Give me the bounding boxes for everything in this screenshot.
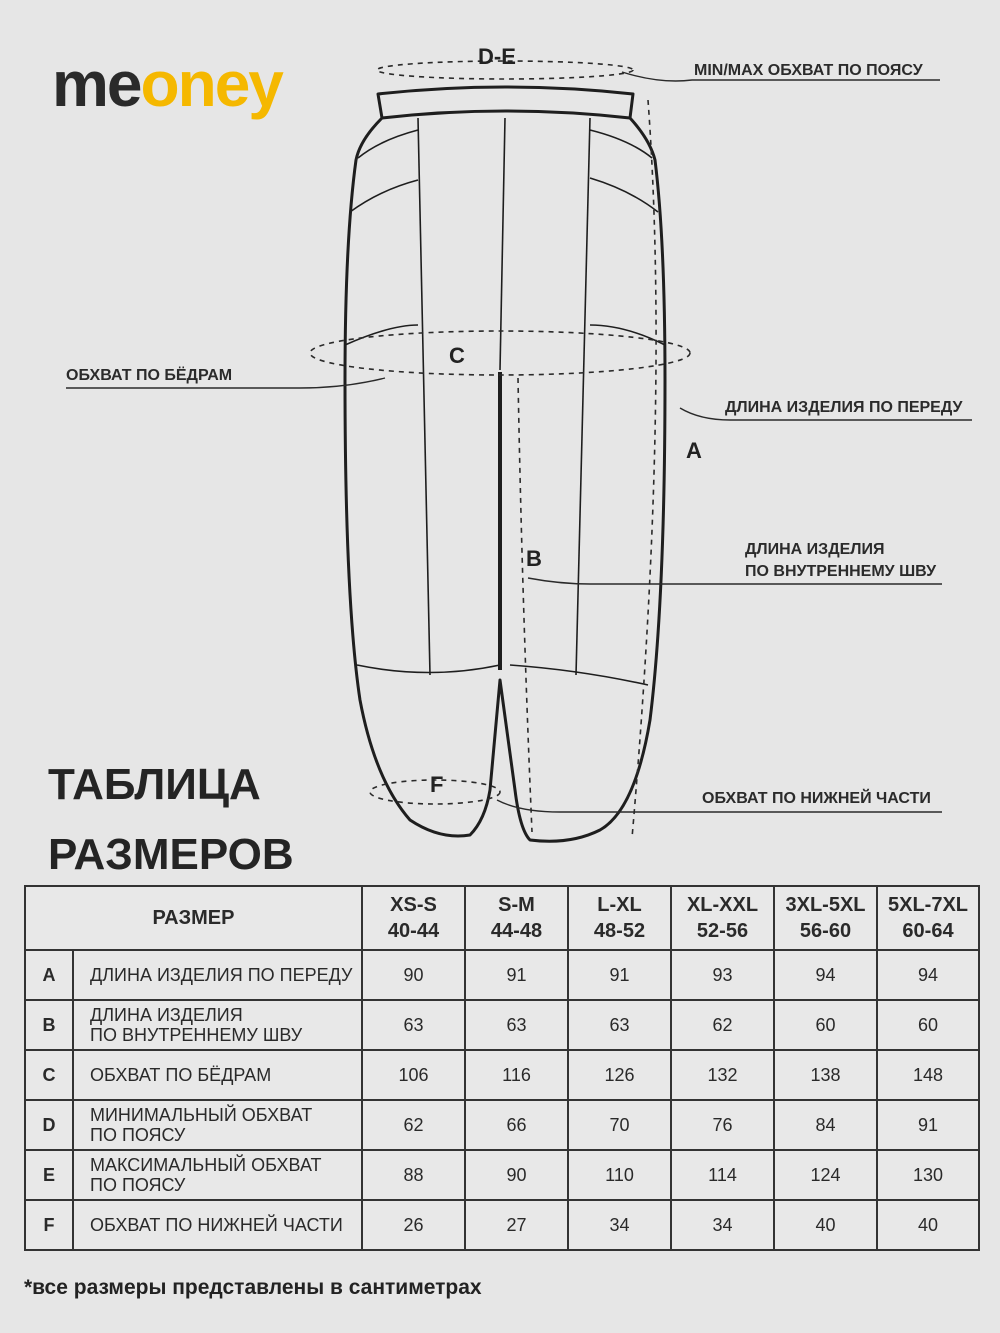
size-col-header [568,886,671,950]
row-description [73,1200,362,1250]
title-line2: РАЗМЕРОВ [48,830,294,879]
table-cell: 70 [568,1100,671,1150]
left-hip-panel [345,325,418,345]
row-desc-line1: ДЛИНА ИЗДЕЛИЯ [90,1005,243,1025]
table-cell: 26 [362,1200,465,1250]
page-title [48,750,294,890]
label-b: B [526,546,542,571]
table-cell: 63 [465,1000,568,1050]
row-desc-line1: ДЛИНА ИЗДЕЛИЯ ПО ПЕРЕДУ [90,965,353,985]
left-yoke [350,180,418,212]
table-cell: 116 [465,1050,568,1100]
callout-waist: MIN/MAX ОБХВАТ ПО ПОЯСУ [694,62,923,79]
table-header-row [25,886,979,950]
size-range: 44-48 [490,920,543,942]
row-letter: F [25,1200,73,1250]
table-cell: 60 [877,1000,979,1050]
size-name: L-XL [597,894,642,916]
label-de: D-E [478,44,516,69]
row-letter: D [25,1100,73,1150]
row-desc-line1: МАКСИМАЛЬНЫЙ ОБХВАТ [90,1155,322,1175]
row-description [73,950,362,1000]
callout-inseam [745,539,936,583]
row-description [73,1100,362,1150]
title-line1: ТАБЛИЦА [48,760,261,809]
left-front-seam [418,118,430,675]
table-cell: 88 [362,1150,465,1200]
table-cell: 90 [465,1150,568,1200]
row-desc-line2: ПО ПОЯСУ [90,1125,186,1145]
table-cell: 138 [774,1050,877,1100]
callout-hips: ОБХВАТ ПО БЁДРАМ [66,367,233,384]
table-cell: 110 [568,1150,671,1200]
table-cell: 91 [877,1100,979,1150]
size-name: XS-S [390,894,437,916]
table-cell: 84 [774,1100,877,1150]
size-table [24,885,980,1251]
size-range: 56-60 [799,920,852,942]
left-knee-seam [357,665,500,673]
table-cell: 76 [671,1100,774,1150]
size-col-header [465,886,568,950]
waistband [378,87,633,118]
table-cell: 91 [568,950,671,1000]
front-length-measure [632,100,656,838]
table-cell: 62 [671,1000,774,1050]
row-description [73,1050,362,1100]
table-cell: 34 [671,1200,774,1250]
row-desc-line1: МИНИМАЛЬНЫЙ ОБХВАТ [90,1105,313,1125]
table-cell: 91 [465,950,568,1000]
size-range: 52-56 [696,920,749,942]
table-cell: 130 [877,1150,979,1200]
table-cell: 132 [671,1050,774,1100]
table-cell: 34 [568,1200,671,1250]
table-cell: 40 [877,1200,979,1250]
table-cell: 94 [877,950,979,1000]
row-description [73,1150,362,1200]
row-desc-line2: ПО ПОЯСУ [90,1175,186,1195]
table-cell: 94 [774,950,877,1000]
table-cell: 27 [465,1200,568,1250]
footnote: *все размеры представлены в сантиметрах [24,1276,482,1299]
size-header-label: РАЗМЕР [25,886,362,950]
inseam-measure [518,378,532,832]
row-desc-line2: ПО ВНУТРЕННЕМУ ШВУ [90,1025,303,1045]
label-c: C [449,343,465,368]
table-cell: 126 [568,1050,671,1100]
table-row [25,1100,979,1150]
table-cell: 66 [465,1100,568,1150]
row-desc-line1: ОБХВАТ ПО НИЖНЕЙ ЧАСТИ [90,1215,343,1235]
size-range: 60-64 [902,920,954,942]
right-knee-seam [510,665,648,685]
size-name: 5XL-7XL [887,894,969,916]
row-letter: E [25,1150,73,1200]
table-cell: 63 [362,1000,465,1050]
row-letter: C [25,1050,73,1100]
size-col-header [362,886,465,950]
table-cell: 62 [362,1100,465,1150]
table-cell: 124 [774,1150,877,1200]
size-name: XL-XXL [686,894,759,916]
right-yoke [590,178,658,212]
table-row [25,1150,979,1200]
table-cell: 106 [362,1050,465,1100]
row-description [73,1000,362,1050]
size-col-header [877,886,979,950]
label-a: A [686,438,702,463]
table-row [25,950,979,1000]
table-cell: 148 [877,1050,979,1100]
table-row [25,1200,979,1250]
table-row [25,1050,979,1100]
table-cell: 60 [774,1000,877,1050]
size-col-header [774,886,877,950]
row-desc-line1: ОБХВАТ ПО БЁДРАМ [90,1065,272,1085]
pants-outline [345,118,665,841]
label-f: F [430,772,444,797]
table-cell: 90 [362,950,465,1000]
size-name: 3XL-5XL [785,894,866,916]
table-cell: 93 [671,950,774,1000]
center-fly [500,118,505,370]
size-range: 48-52 [593,920,646,942]
right-front-seam [576,118,590,675]
callout-front-length: ДЛИНА ИЗДЕЛИЯ ПО ПЕРЕДУ [725,399,963,416]
row-letter: A [25,950,73,1000]
logo-part-oney: oney [140,48,282,120]
table-cell: 40 [774,1200,877,1250]
table-cell: 63 [568,1000,671,1050]
size-col-header [671,886,774,950]
size-range: 40-44 [387,920,440,942]
table-row [25,1000,979,1050]
callout-inseam-line2: ПО ВНУТРЕННЕМУ ШВУ [745,563,937,580]
logo-part-me: me [52,48,141,120]
table-cell: 114 [671,1150,774,1200]
size-name: S-M [498,894,535,916]
callout-hem: ОБХВАТ ПО НИЖНЕЙ ЧАСТИ [702,790,931,807]
callout-inseam-line1: ДЛИНА ИЗДЕЛИЯ [745,541,885,558]
row-letter: B [25,1000,73,1050]
